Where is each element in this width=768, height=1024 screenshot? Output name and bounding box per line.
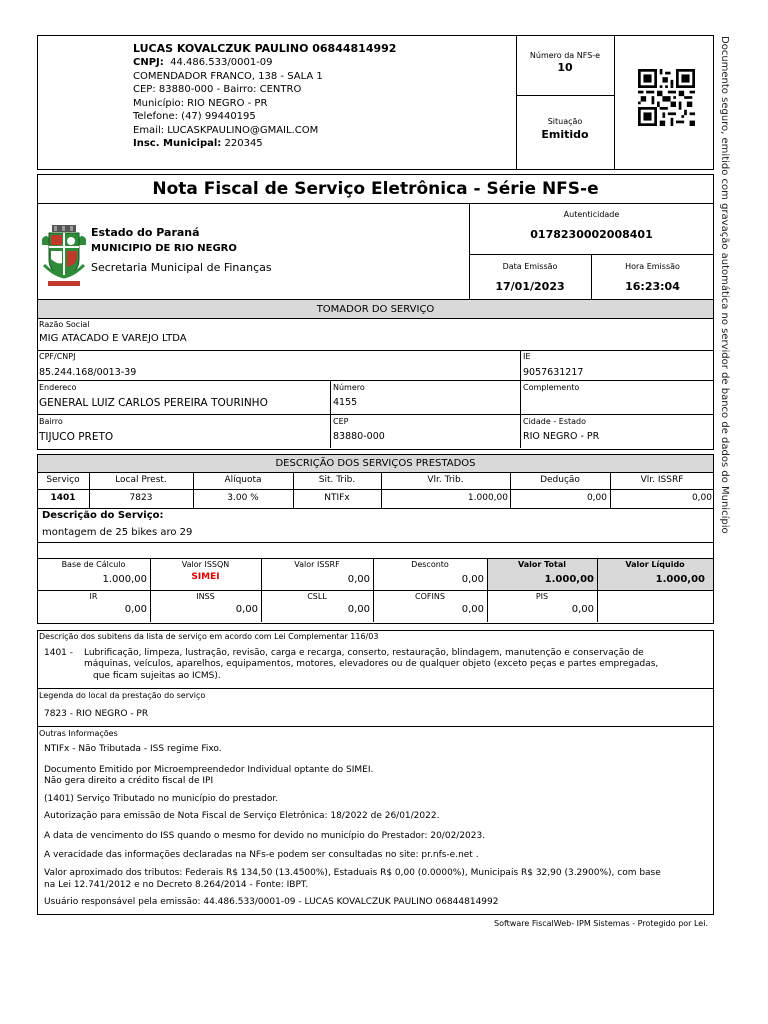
valor-issqn-label: Valor ISSQN	[181, 560, 230, 569]
csll-value: 0,00	[347, 604, 370, 615]
valor-total-value: 1.000,00	[544, 574, 594, 585]
outras-line-8: Valor aproximado dos tributos: Federais R$ 134,50 (13.4500%), Estaduais R$ 0,00 (0.0000%), Municipais R$ 32,90 (3.2900%), com base	[44, 868, 661, 878]
row-vlr-issrf: 0,00	[691, 493, 712, 503]
razao-label: Razão Social	[39, 320, 90, 329]
col-aliquota: Alíquota	[224, 475, 262, 485]
valor-liquido-value: 1.000,00	[655, 574, 705, 585]
auth-code: 0178230002008401	[530, 228, 653, 241]
endereco-label: Endereco	[39, 383, 77, 392]
issuer-name: LUCAS KOVALCZUK PAULINO 06844814992	[133, 42, 397, 55]
issuer-cep: CEP: 83880-000 - Bairro: CENTRO	[133, 84, 302, 95]
tomador-header: TOMADOR DO SERVIÇO	[38, 299, 713, 319]
base-calculo-value: 1.000,00	[102, 574, 147, 585]
valor-issrf-value: 0,00	[347, 574, 370, 585]
csll-label: CSLL	[307, 592, 327, 601]
col-vlr-issrf: Vlr. ISSRF	[640, 475, 684, 485]
row-aliquota: 3.00 %	[227, 493, 259, 503]
subitens-code: 1401 -	[44, 648, 74, 658]
ir-label: IR	[89, 592, 98, 601]
outras-line-2: Documento Emitido por Microempreendedor Individual optante do SIMEI.	[44, 765, 374, 775]
col-local: Local Prest.	[115, 475, 167, 485]
desconto-value: 0,00	[461, 574, 484, 585]
ie-label: IE	[523, 352, 531, 361]
col-vlr-trib: Vlr. Trib.	[427, 475, 464, 485]
subitens-line1: Lubrificação, limpeza, lustração, revisão, carga e recarga, conserto, restauração, blindagem, manutenção e conservação de	[84, 648, 644, 658]
row-vlr-trib: 1.000,00	[467, 493, 508, 503]
issuer-email: Email: LUCASKPAULINO@GMAIL.COM	[133, 125, 319, 136]
nfse-number: 10	[557, 61, 573, 74]
cpf-label: CPF/CNPJ	[39, 352, 76, 361]
issuer-address: COMENDADOR FRANCO, 138 - SALA 1	[133, 71, 323, 82]
outras-line-6: A data de vencimento do ISS quando o mesmo for devido no município do Prestador: 20/02/2023.	[44, 831, 486, 841]
subitens-label: Descrição dos subitens da lista de serviço em acordo com Lei Complementar 116/03	[39, 632, 379, 641]
service-desc: montagem de 25 bikes aro 29	[42, 527, 193, 538]
situacao-value: Emitido	[541, 128, 589, 141]
razao-value: MIG ATACADO E VAREJO LTDA	[39, 333, 187, 344]
cofins-label: COFINS	[415, 592, 445, 601]
pis-value: 0,00	[571, 604, 594, 615]
outras-label: Outras Informações	[39, 729, 118, 738]
auth-label: Autenticidade	[563, 210, 620, 219]
desconto-label: Desconto	[411, 560, 449, 569]
numero-value: 4155	[333, 397, 358, 408]
col-sit-trib: Sit. Trib.	[318, 475, 356, 485]
cidade-value: RIO NEGRO - PR	[523, 431, 600, 442]
security-side-text: Documento seguro, emitido com gravação automática no servidor de banco de dados do Município	[719, 36, 730, 534]
ir-value: 0,00	[124, 604, 147, 615]
complemento-label: Complemento	[523, 383, 580, 392]
footer-text: Software FiscalWeb- IPM Sistemas - Protegido por Lei.	[494, 919, 708, 928]
subitens-line2: máquinas, veículos, aparelhos, equipamentos, motores, elevadores ou de qualquer objeto (exceto peças e partes empregadas,	[84, 659, 659, 669]
bairro-label: Bairro	[39, 417, 63, 426]
row-deducao: 0,00	[586, 493, 607, 503]
local-value: 7823 - RIO NEGRO - PR	[44, 709, 149, 719]
cep-label: CEP	[333, 417, 349, 426]
time-label: Hora Emissão	[625, 262, 680, 271]
col-deducao: Dedução	[540, 475, 580, 485]
qr-code-icon	[637, 69, 696, 126]
outras-line-10: Usuário responsável pela emissão: 44.486.533/0001-09 - LUCAS KOVALCZUK PAULINO 06844814992	[44, 897, 499, 907]
base-calculo-label: Base de Cálculo	[61, 560, 126, 569]
row-sit-trib: NTIFx	[324, 493, 350, 503]
outras-line-5: Autorização para emissão de Nota Fiscal de Serviço Eletrônica: 18/2022 de 26/01/2022.	[44, 811, 440, 821]
issuer-municipio: Município: RIO NEGRO - PR	[133, 98, 268, 109]
row-servico: 1401	[50, 493, 76, 503]
situacao-label: Situação	[547, 117, 583, 126]
valor-total-label: Valor Total	[518, 560, 566, 569]
cep-value: 83880-000	[333, 431, 385, 442]
issuer-cnpj: CNPJ: 44.486.533/0001-09	[133, 57, 273, 68]
service-desc-label: Descrição do Serviço:	[42, 510, 164, 521]
row-local: 7823	[129, 493, 153, 503]
city-name: MUNICIPIO DE RIO NEGRO	[91, 243, 237, 254]
ie-value: 9057631217	[523, 367, 584, 378]
cidade-label: Cidade - Estado	[523, 417, 586, 426]
outras-line-3: Não gera direito a crédito fiscal de IPI	[44, 776, 214, 786]
page-title: Nota Fiscal de Serviço Eletrônica - Série NFS-e	[152, 179, 599, 199]
cofins-value: 0,00	[461, 604, 484, 615]
local-label: Legenda do local da prestação do serviço	[39, 691, 206, 700]
valor-liquido-label: Valor Líquido	[625, 560, 685, 569]
coat-of-arms-icon	[40, 225, 88, 289]
date-value: 17/01/2023	[495, 280, 565, 293]
issuer-insc: Insc. Municipal: 220345	[133, 138, 263, 149]
numero-label: Número	[333, 383, 365, 392]
issuer-phone: Telefone: (47) 99440195	[133, 111, 256, 122]
time-value: 16:23:04	[625, 280, 680, 293]
bairro-value: TIJUCO PRETO	[39, 431, 114, 443]
pis-label: PIS	[535, 592, 549, 601]
services-header: DESCRIÇÃO DOS SERVIÇOS PRESTADOS	[38, 455, 713, 473]
inss-value: 0,00	[235, 604, 258, 615]
outras-line-9: na Lei 12.741/2012 e no Decreto 8.264/2014 - Fonte: IBPT.	[44, 880, 309, 890]
outras-line-7: A veracidade das informações declaradas na NFs-e podem ser consultadas no site: pr.nfs-e.net .	[44, 850, 479, 860]
nfse-number-label: Número da NFS-e	[529, 51, 601, 60]
state-name: Estado do Paraná	[91, 226, 200, 239]
valor-issrf-label: Valor ISSRF	[294, 560, 340, 569]
inss-label: INSS	[196, 592, 215, 601]
date-label: Data Emissão	[502, 262, 558, 271]
valor-issqn-value: SIMEI	[191, 572, 220, 582]
outras-line-1: NTIFx - Não Tributada - ISS regime Fixo.	[44, 744, 222, 754]
col-servico: Serviço	[46, 475, 80, 485]
secretariat-name: Secretaria Municipal de Finanças	[91, 261, 272, 274]
cpf-value: 85.244.168/0013-39	[39, 367, 137, 378]
endereco-value: GENERAL LUIZ CARLOS PEREIRA TOURINHO	[39, 397, 268, 409]
subitens-line3: que ficam sujeitas ao ICMS).	[93, 671, 221, 681]
outras-line-4: (1401) Serviço Tributado no município do prestador.	[44, 794, 279, 804]
